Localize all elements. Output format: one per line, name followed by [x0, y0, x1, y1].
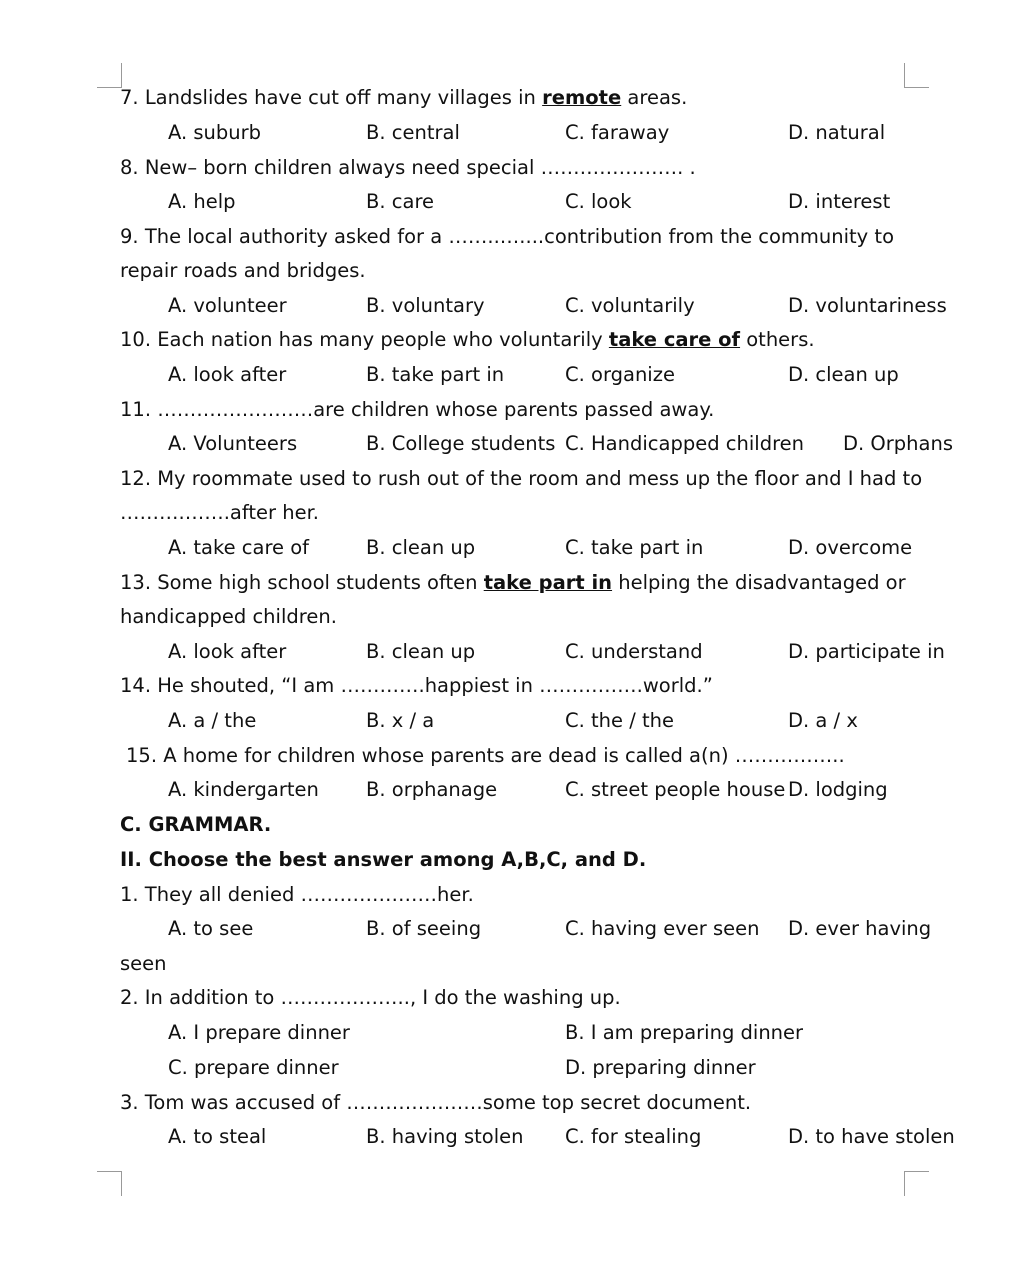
question-13-options	[168, 638, 988, 666]
option-c[interactable]: C. the / the	[565, 709, 674, 732]
grammar-question-1-options	[168, 915, 988, 943]
option-c[interactable]: C. for stealing	[565, 1125, 702, 1148]
section-instruction: II. Choose the best answer among A,B,C, and D.	[120, 848, 647, 871]
option-d[interactable]: D. a / x	[788, 709, 858, 732]
underlined-word: remote	[542, 86, 622, 109]
section-title-grammar: C. GRAMMAR.	[120, 813, 272, 836]
option-b[interactable]: B. College students	[366, 432, 556, 455]
option-a[interactable]: A. to steal	[168, 1125, 267, 1148]
option-d[interactable]: D. interest	[788, 190, 891, 213]
option-b[interactable]: B. I am preparing dinner	[565, 1021, 804, 1044]
option-a[interactable]: A. to see	[168, 917, 254, 940]
option-b[interactable]: B. clean up	[366, 640, 476, 663]
grammar-question-3-options	[168, 1123, 988, 1151]
option-c[interactable]: C. understand	[565, 640, 703, 663]
option-d[interactable]: D. voluntariness	[788, 294, 947, 317]
page-corner-mark-bottom-left	[97, 1171, 122, 1196]
question-9: 9. The local authority asked for a ……..…....contribution from the community to	[120, 225, 895, 248]
option-d[interactable]: D. ever having	[788, 917, 932, 940]
question-11: 11. ……………………are children whose parents passed away.	[120, 398, 715, 421]
option-d[interactable]: D. lodging	[788, 778, 888, 801]
option-d[interactable]: D. clean up	[788, 363, 899, 386]
question-12-continued: ……….…….after her.	[120, 501, 320, 524]
option-b[interactable]: B. take part in	[366, 363, 505, 386]
question-9-continued: repair roads and bridges.	[120, 259, 366, 282]
option-d[interactable]: D. Orphans	[843, 432, 953, 455]
underlined-phrase: take care of	[608, 328, 741, 351]
option-a[interactable]: A. Volunteers	[168, 432, 298, 455]
option-c[interactable]: C. look	[565, 190, 632, 213]
option-b[interactable]: B. voluntary	[366, 294, 485, 317]
question-10: 10. Each nation has many people who voluntarily take care of others.	[120, 328, 815, 351]
page-corner-mark-bottom-right	[904, 1171, 929, 1196]
option-c[interactable]: C. Handicapped children	[565, 432, 805, 455]
option-b[interactable]: B. clean up	[366, 536, 476, 559]
question-11-options	[168, 430, 988, 458]
question-15: 15. A home for children whose parents are dead is called a(n) ……………..	[126, 744, 845, 767]
option-d[interactable]: D. preparing dinner	[565, 1056, 756, 1079]
option-a[interactable]: A. look after	[168, 363, 287, 386]
grammar-question-2: 2. In addition to ……………….., I do the washing up.	[120, 986, 621, 1009]
underlined-phrase: take part in	[483, 571, 613, 594]
option-d[interactable]: D. overcome	[788, 536, 913, 559]
option-b[interactable]: B. care	[366, 190, 435, 213]
question-10-options	[168, 361, 988, 389]
option-c[interactable]: C. having ever seen	[565, 917, 760, 940]
grammar-question-2-options-row1	[168, 1019, 988, 1047]
option-b[interactable]: B. orphanage	[366, 778, 498, 801]
option-a[interactable]: A. kindergarten	[168, 778, 319, 801]
option-a[interactable]: A. volunteer	[168, 294, 287, 317]
question-8: 8. New– born children always need special …………………. .	[120, 156, 696, 179]
grammar-question-3: 3. Tom was accused of …………………some top secret document.	[120, 1091, 752, 1114]
question-7-options	[168, 119, 988, 147]
option-a[interactable]: A. I prepare dinner	[168, 1021, 350, 1044]
option-c[interactable]: C. prepare dinner	[168, 1056, 339, 1079]
question-13-continued: handicapped children.	[120, 605, 337, 628]
option-c[interactable]: C. organize	[565, 363, 675, 386]
option-c[interactable]: C. faraway	[565, 121, 670, 144]
option-a[interactable]: A. look after	[168, 640, 287, 663]
option-b[interactable]: B. having stolen	[366, 1125, 524, 1148]
option-a[interactable]: A. a / the	[168, 709, 257, 732]
option-b[interactable]: B. of seeing	[366, 917, 482, 940]
question-14-options	[168, 707, 988, 735]
question-8-options	[168, 188, 988, 216]
option-c[interactable]: C. take part in	[565, 536, 704, 559]
question-15-options	[168, 776, 988, 804]
option-c[interactable]: C. street people house	[565, 778, 786, 801]
page-corner-mark-top-left	[97, 63, 122, 88]
option-a[interactable]: A. help	[168, 190, 236, 213]
grammar-question-2-options-row2	[168, 1054, 988, 1082]
question-7: 7. Landslides have cut off many villages in remote areas.	[120, 86, 688, 109]
option-a[interactable]: A. suburb	[168, 121, 262, 144]
question-13: 13. Some high school students often take part in helping the disadvantaged or	[120, 571, 906, 594]
option-a[interactable]: A. take care of	[168, 536, 310, 559]
option-d[interactable]: D. participate in	[788, 640, 945, 663]
question-12-options	[168, 534, 988, 562]
question-12: 12. My roommate used to rush out of the room and mess up the floor and I had to	[120, 467, 923, 490]
question-14: 14. He shouted, “I am ………….happiest in …………….world.”	[120, 674, 713, 697]
option-d[interactable]: D. to have stolen	[788, 1125, 955, 1148]
grammar-question-1: 1. They all denied …………………her.	[120, 883, 474, 906]
option-b[interactable]: B. central	[366, 121, 460, 144]
option-d[interactable]: D. natural	[788, 121, 886, 144]
grammar-question-1-option-d-wrap: seen	[120, 952, 167, 975]
option-c[interactable]: C. voluntarily	[565, 294, 695, 317]
question-9-options	[168, 292, 988, 320]
option-b[interactable]: B. x / a	[366, 709, 435, 732]
